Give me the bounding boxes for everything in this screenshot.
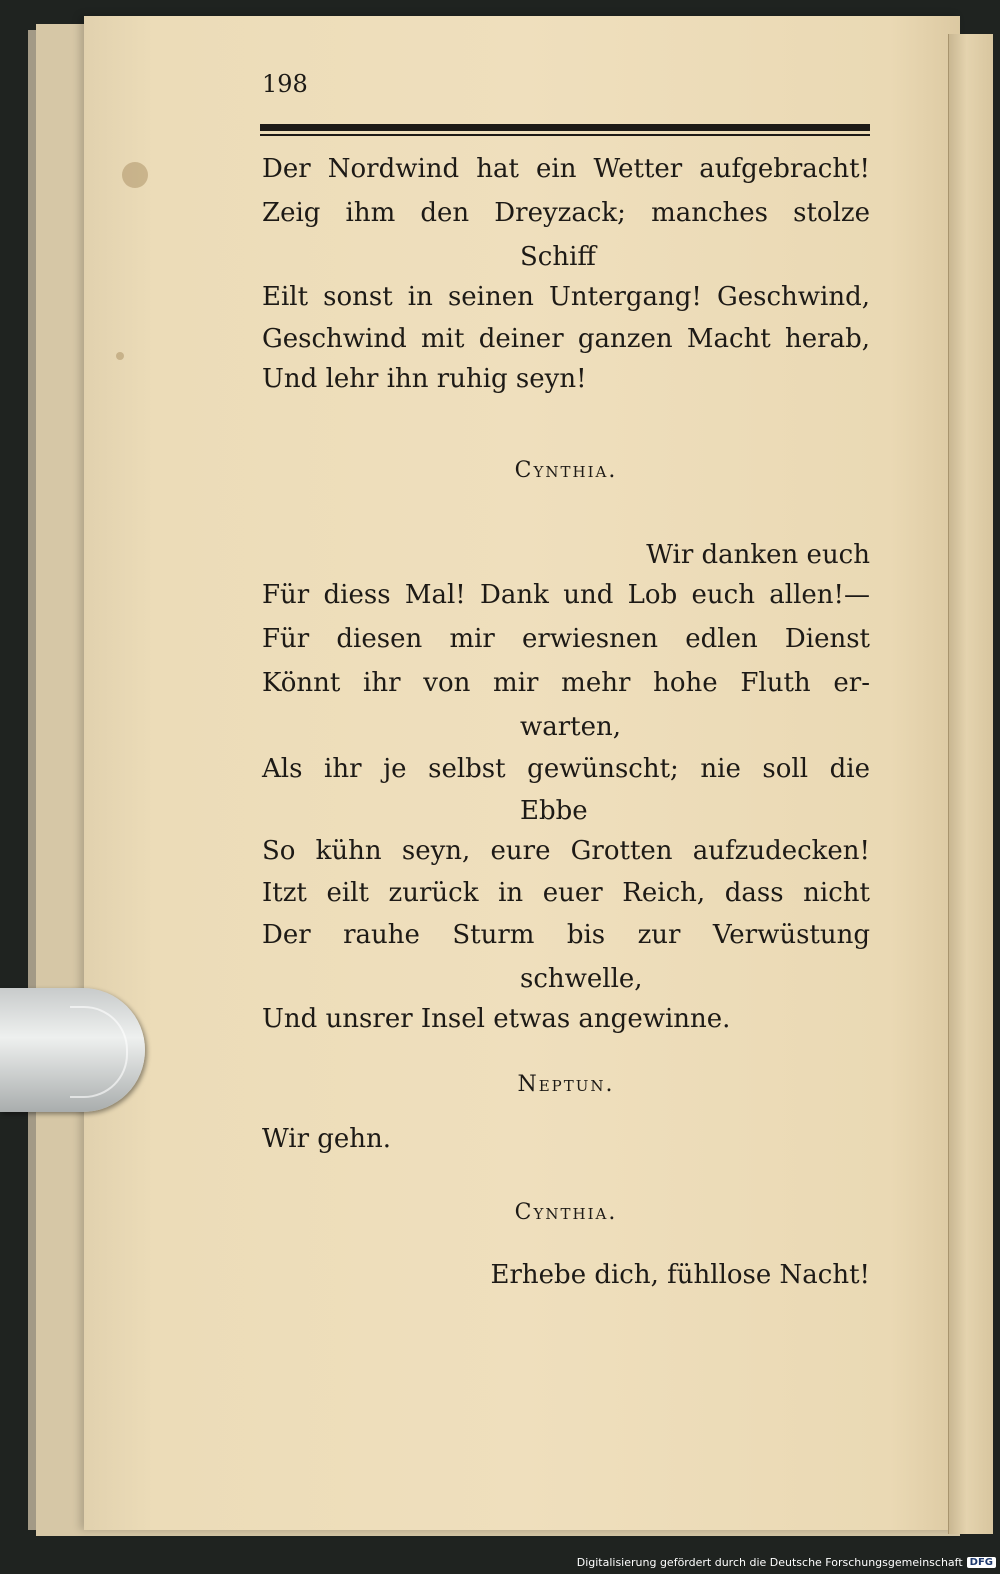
header-rule (260, 124, 870, 131)
text-line: Geschwind mit deiner ganzen Macht herab, (262, 324, 870, 354)
facing-page-edge (948, 34, 993, 1534)
text-line: Itzt eilt zurück in euer Reich, dass nicht (262, 878, 870, 908)
page-stain (122, 162, 148, 188)
text-line: Für diesen mir erwiesnen edlen Dienst (262, 624, 870, 654)
text-line: Der rauhe Sturm bis zur Verwüstung (262, 920, 870, 950)
text-line: Eilt sonst in seinen Untergang! Geschwind, (262, 282, 870, 312)
text-line: Könnt ihr von mir mehr hohe Fluth er- (262, 668, 870, 698)
text-line: Der Nordwind hat ein Wetter aufgebracht! (262, 154, 870, 184)
dfg-logo: DFG (967, 1557, 996, 1568)
speaker-name: Cynthia. (514, 458, 618, 483)
text-line: Und lehr ihn ruhig seyn! (262, 364, 587, 394)
text-line: So kühn seyn, eure Grotten aufzudecken! (262, 836, 870, 866)
footer-text: Digitalisierung gefördert durch die Deutsche Forschungsgemeinschaft (576, 1555, 963, 1569)
speaker-name: Neptun. (517, 1072, 615, 1097)
text-line: Wir gehn. (262, 1124, 392, 1154)
book-clip (0, 988, 145, 1112)
text-line: Und unsrer Insel etwas angewinne. (262, 1004, 731, 1034)
text-line: schwelle, (520, 964, 643, 994)
text-line: Ebbe (520, 796, 588, 826)
text-line: Wir danken euch (646, 540, 870, 570)
page-stain (116, 352, 124, 360)
page-number: 198 (262, 70, 308, 98)
text-line: warten, (520, 712, 622, 742)
text-line: Erhebe dich, fühllose Nacht! (490, 1260, 870, 1290)
speaker-name: Cynthia. (514, 1200, 618, 1225)
funding-footer (577, 1554, 996, 1570)
text-line: Schiff (520, 242, 596, 272)
text-line: Als ihr je selbst gewünscht; nie soll die (262, 754, 870, 784)
header-rule-thin (260, 134, 870, 136)
text-line: Zeig ihm den Dreyzack; manches stolze (262, 198, 870, 228)
text-line: Für diess Mal! Dank und Lob euch allen!— (262, 580, 870, 610)
